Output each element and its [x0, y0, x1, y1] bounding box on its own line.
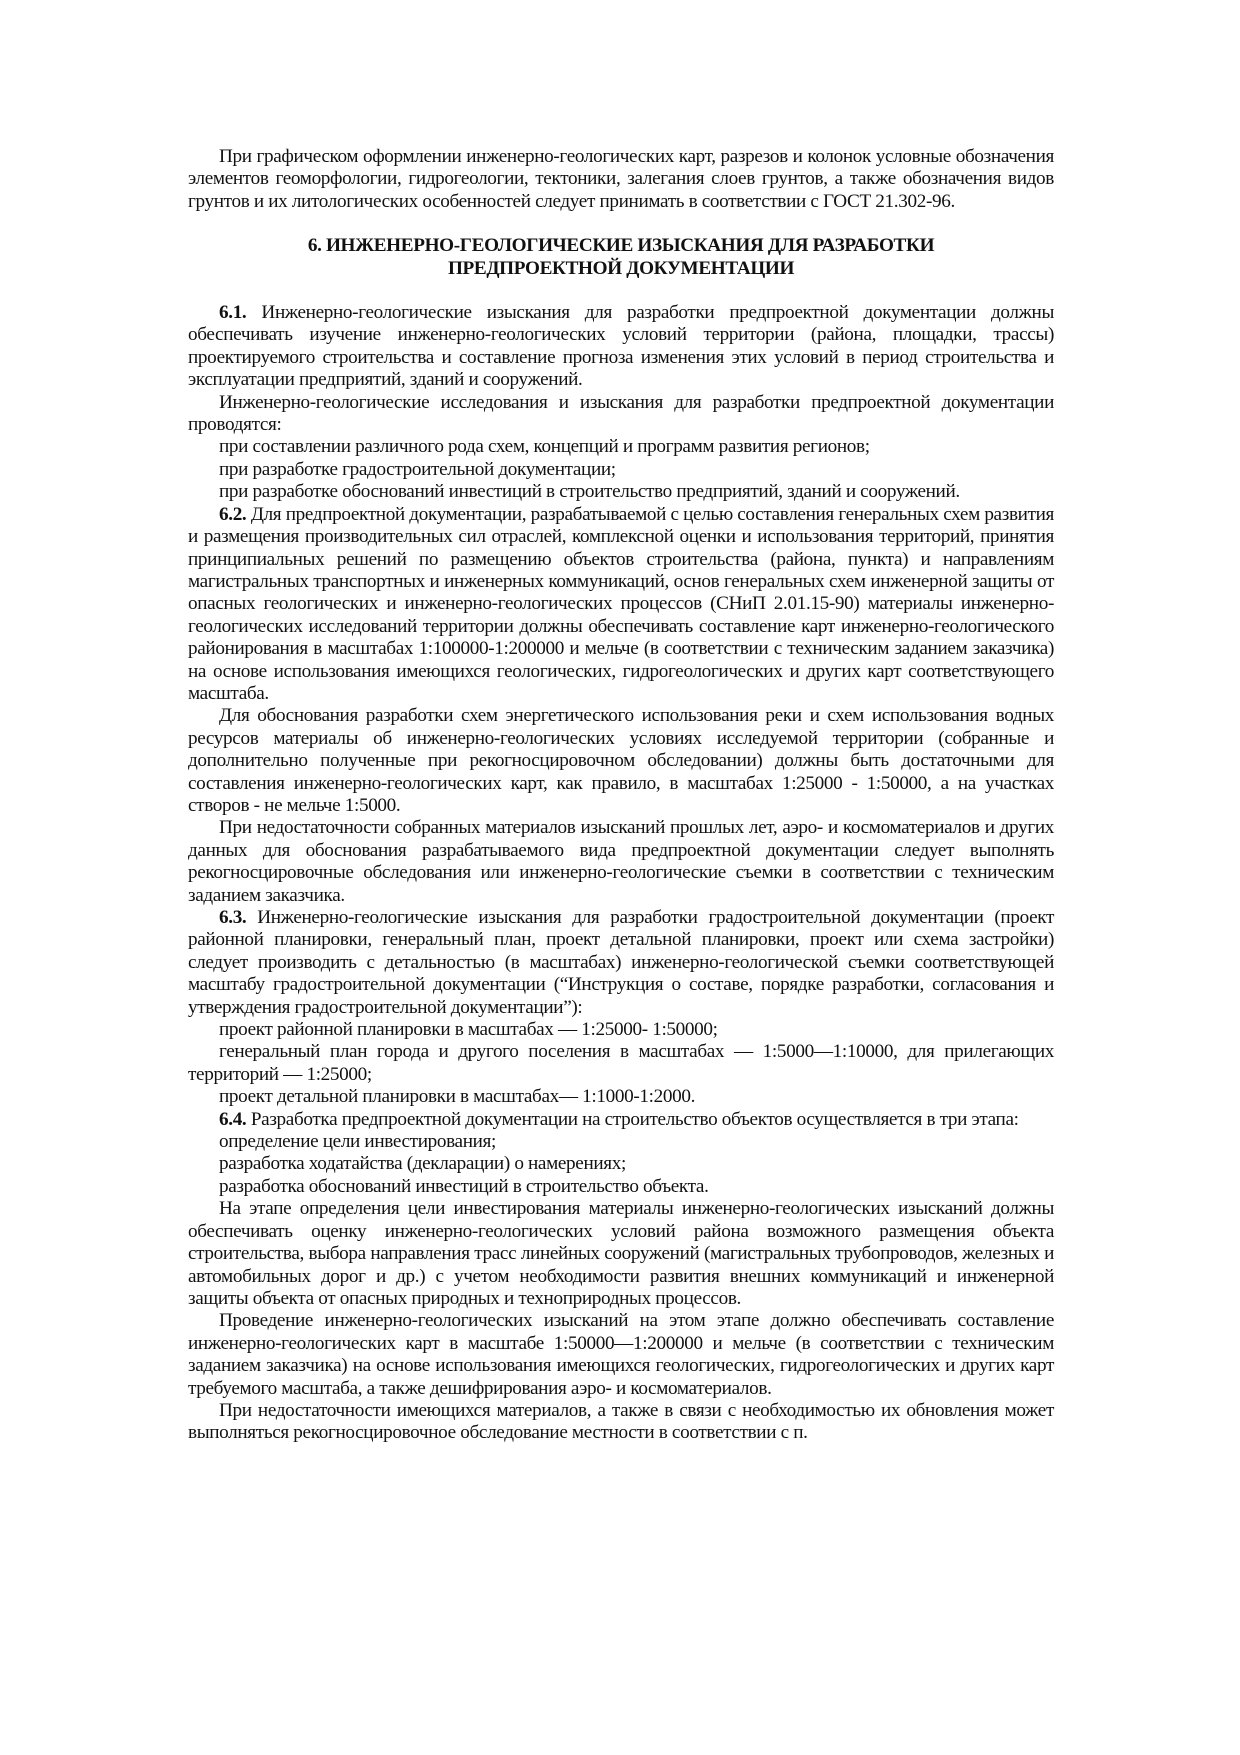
- clause-number: 6.4.: [219, 1108, 247, 1130]
- paragraph: Инженерно-геологические исследования и изыскания для разработки предпроектной документации проводятся:: [188, 391, 1054, 436]
- list-item: проект районной планировки в масштабах — 1:25000- 1:50000;: [219, 1019, 718, 1041]
- list-item: при разработке градостроительной документации;: [219, 458, 616, 480]
- paragraph: Для обоснования разработки схем энергетического использования реки и схем использования водных ресурсов материалы об инженерно-геологических условиях исследуемой территории (собранные и дополнительно полученные при рекогносцировочном обследовании) должны быть достаточными для составления инженерно-геологических карт, как правило, в масштабах 1:25000 - 1:50000, а на участках створов - не мельче 1:5000.: [188, 705, 1054, 816]
- intro-paragraph: При графическом оформлении инженерно-геологических карт, разрезов и колонок условные обозначения элементов геоморфологии, гидрогеологии, тектоники, залегания слоев грунтов, а также обозначения видов грунтов и их литологических особенностей следует принимать в соответствии с ГОСТ 21.302-96.: [188, 146, 1054, 212]
- clause-number: 6.3.: [219, 907, 247, 928]
- paragraph-text: Инженерно-геологические изыскания для разработки градостроительной документации (проект районной планировки, генеральный план, проект детальной планировки, проект или схема застройки) следует производить с детальностью (в масштабах) инженерно-геологической съемки соответствующей масштабу градостроительной документации (“Инструкция о составе, порядке разработки, согласования и утверждения градостроительной документации”):: [188, 907, 1054, 1018]
- paragraph: Проведение инженерно-геологических изысканий на этом этапе должно обеспечивать составление инженерно-геологических карт в масштабе 1:50000—1:200000 и мельче (в соответствии с техническим заданием заказчика) на основе использования имеющихся геологических, гидрогеологических и других карт требуемого масштаба, а также дешифрирования аэро- и космоматериалов.: [188, 1310, 1054, 1399]
- list-item: проект детальной планировки в масштабах— 1:1000-1:2000.: [219, 1086, 696, 1108]
- section-heading-line-1: 6. ИНЖЕНЕРНО-ГЕОЛОГИЧЕСКИЕ ИЗЫСКАНИЯ ДЛЯ РАЗРАБОТКИ: [307, 235, 935, 257]
- section-heading: [188, 235, 1054, 280]
- paragraph: На этапе определения цели инвестирования материалы инженерно-геологических изысканий должны обеспечивать оценку инженерно-геологических условий района возможного размещения объекта строительства, выбора направления трасс линейных сооружений (магистральных трубопроводов, железных и автомобильных дорог и др.) с учетом необходимости развития внешних коммуникаций и инженерной защиты объекта от опасных природных и техноприродных процессов.: [188, 1198, 1054, 1309]
- section-heading-line-2: ПРЕДПРОЕКТНОЙ ДОКУМЕНТАЦИИ: [447, 257, 795, 279]
- list-item: при составлении различного рода схем, концепций и программ развития регионов;: [219, 436, 870, 458]
- paragraph-text: Инженерно-геологические изыскания для разработки предпроектной документации должны обеспечивать изучение инженерно-геологических условий территории (района, площадки, трассы) проектируемого строительства и составление прогноза изменения этих условий в период строительства и эксплуатации предприятий, зданий и сооружений.: [188, 302, 1054, 391]
- paragraph-6-2: [188, 504, 1054, 706]
- list-item: при разработке обоснований инвестиций в строительство предприятий, зданий и сооружений.: [219, 481, 960, 503]
- paragraph-text: Для предпроектной документации, разрабатываемой с целью составления генеральных схем развития и размещения производительных сил отраслей, комплексной оценки и использования территорий, принятия принципиальных решений по размещению объектов строительства (района, пункта) и направлениям магистральных транспортных и инженерных коммуникаций, основ генеральных схем инженерной защиты от опасных геологических и инженерно-геологических процессов (СНиП 2.01.15-90) материалы инженерно-геологических исследований территории должны обеспечивать составление карт инженерно-геологического районирования в масштабах 1:100000-1:200000 и мельче (в соответствии с техническим заданием заказчика) на основе использования имеющихся геологических, гидрогеологических и других карт соответствующего масштаба.: [188, 503, 1055, 704]
- paragraph-6-1: [188, 302, 1054, 392]
- list-item: разработка обоснований инвестиций в строительство объекта.: [219, 1175, 709, 1197]
- paragraph-text: Разработка предпроектной документации на строительство объектов осуществляется в три этапа:: [246, 1108, 1019, 1130]
- document-page: [188, 146, 1054, 1445]
- clause-number: 6.2.: [219, 503, 247, 525]
- paragraph: При недостаточности имеющихся материалов, а также в связи с необходимостью их обновления может выполняться рекогносцировочное обследование местности в соответствии с п.: [188, 1399, 1054, 1444]
- paragraph-6-4: [188, 1109, 1054, 1131]
- paragraph: При недостаточности собранных материалов изысканий прошлых лет, аэро- и космоматериалов и других данных для обоснования разрабатываемого вида предпроектной документации следует выполнять рекогносцировочные обследования или инженерно-геологические съемки в соответствии с техническим заданием заказчика.: [188, 817, 1054, 906]
- list-item: генеральный план города и другого поселения в масштабах — 1:5000—1:10000, для прилегающих территорий — 1:25000;: [188, 1041, 1054, 1085]
- paragraph-6-3: [188, 907, 1054, 1019]
- list-item: определение цели инвестирования;: [219, 1131, 497, 1153]
- list-item: разработка ходатайства (декларации) о намерениях;: [219, 1153, 627, 1175]
- clause-number: 6.1.: [219, 302, 247, 324]
